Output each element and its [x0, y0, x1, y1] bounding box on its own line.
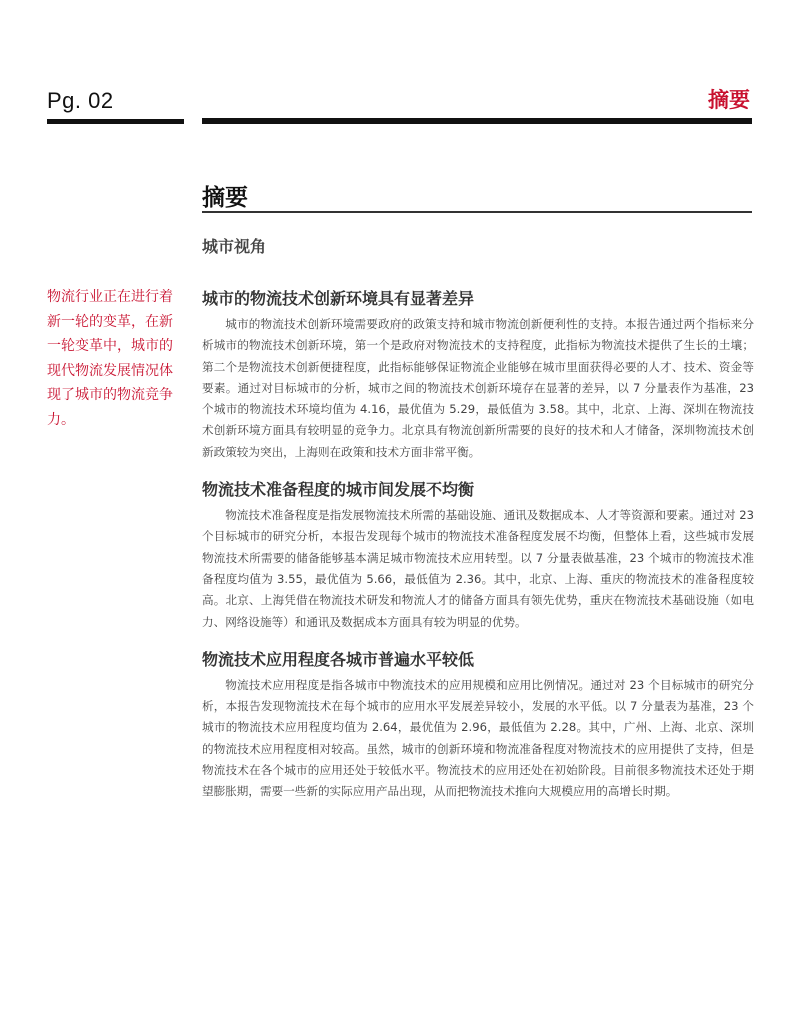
- title-divider: [202, 211, 752, 213]
- header-rule-left: [47, 119, 184, 124]
- section-heading: 物流技术准备程度的城市间发展不均衡: [202, 480, 475, 500]
- section-application: [202, 646, 754, 803]
- section-heading: 物流技术应用程度各城市普遍水平较低: [202, 649, 475, 669]
- section-innovation-environment: [202, 285, 754, 463]
- section-body: 物流技术准备程度是指发展物流技术所需的基础设施、通讯及数据成本、人才等资源和要素。通过对 23 个目标城市的研究分析，本报告发现每个城市的物流技术准备程度发展不均衡，但整体上看，这些城市发展物流技术所需要的储备能够基本满足城市物流技术应用转型。以 7 分量表做基准，23 个城市的物流技术准备程度均值为 3.55，最优值为 5.66，最低值为 2.36。其中，北京、上海、重庆的物流技术的准备程度较高。北京、上海凭借在物流技术研发和物流人才的储备方面具有领先优势，重庆在物流技术基础设施（如电力、网络设施等）和通讯及数据成本方面具有较为明显的优势。: [202, 508, 754, 629]
- section-heading: 城市的物流技术创新环境具有显著差异: [202, 289, 475, 308]
- main-content: [202, 285, 754, 816]
- page-number: Pg. 02: [47, 88, 114, 113]
- header-section-label: 摘要: [708, 88, 750, 112]
- section-body: 城市的物流技术创新环境需要政府的政策支持和城市物流创新便利性的支持。本报告通过两个指标来分析城市的物流技术创新环境，第一个是政府对物流技术的支持程度，此指标为物流技术提供了生长的土壤；第二个是物流技术创新便捷程度，此指标能够保证物流企业能够在城市里面获得必要的人才、技术、资金等要素。通过对目标城市的分析，城市之间的物流技术创新环境存在显著的差异，以 7 分量表作为基准，23 个城市的物流技术环境均值为 4.16，最优值为 5.29，最低值为 3.58。其中，北京、上海、深圳在物流技术创新环境方面具有较明显的竞争力。北京具有物流创新所需要的良好的技术和人才储备，深圳物流技术创新政策较为突出，上海则在政策和技术方面非常平衡。: [202, 317, 754, 459]
- section-body: 物流技术应用程度是指各城市中物流技术的应用规模和应用比例情况。通过对 23 个目标城市的研究分析，本报告发现物流技术在每个城市的应用水平发展差异较小，发展的水平低。以 7 分量表为基准，23 个城市的物流技术应用程度均值为 2.64，最优值为 2.96，最低值为 2.28。其中，广州、上海、北京、深圳的物流技术应用程度相对较高。虽然，城市的创新环境和物流准备程度对物流技术的应用提供了支持，但是物流技术在各个城市的应用还处于较低水平。物流技术的应用还处在初始阶段。目前很多物流技术还处于期望膨胀期，需要一些新的实际应用产品出现，从而把物流技术推向大规模应用的高增长时期。: [202, 677, 754, 799]
- page-title: 摘要: [202, 185, 248, 211]
- section-readiness: [202, 476, 754, 633]
- page-subtitle: 城市视角: [202, 237, 267, 256]
- header-rule-right: [202, 118, 752, 124]
- sidebar-pullquote: 物流行业正在进行着新一轮的变革，在新一轮变革中，城市的现代物流发展情况体现了城市的物流竞争力。: [47, 289, 173, 428]
